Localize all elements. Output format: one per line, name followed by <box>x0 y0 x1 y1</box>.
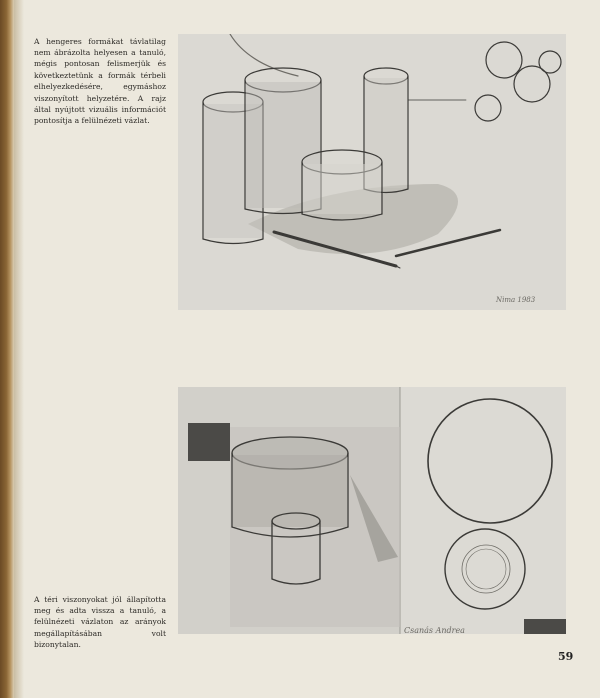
page-number: 59 <box>558 650 574 663</box>
book-spine <box>0 0 14 698</box>
cylinders-sketch <box>178 34 566 310</box>
page-gutter <box>14 0 24 698</box>
caption-top: A hengeres formákat távlatilag nem ábrázolta helyesen a tanuló, mégis pontosan felismerjük és következtetünk a formák térbeli elhelyezkedésére, egymáshoz viszonyított helyzetére. A rajz által nyújtott vizuális információt pontosítja a felülnézeti vázlat. <box>34 36 166 126</box>
signature-top: Nima 1983 <box>496 296 536 304</box>
signature-bottom: Csanás Andrea <box>404 626 465 634</box>
figure-cylinders-drawing <box>178 34 566 310</box>
cup-sketch <box>178 387 566 634</box>
caption-bottom: A téri viszonyokat jól állapította meg és adta vissza a tanuló, a felülnézeti vázlaton az arányok megállapításában volt bizonytalan. <box>34 594 166 650</box>
figure-cup-drawing <box>178 387 566 634</box>
